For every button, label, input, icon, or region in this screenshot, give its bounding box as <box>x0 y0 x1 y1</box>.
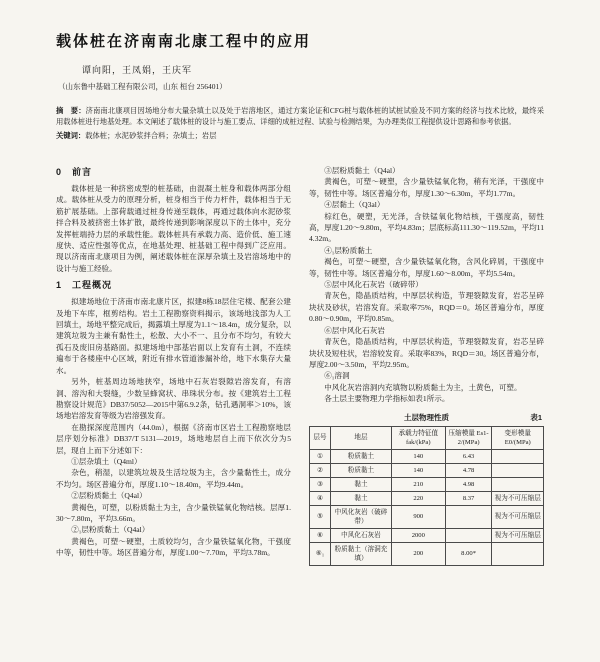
paragraph-overview-3: 在勘探深度范围内（44.0m），根据《济南市区岩土工程勘察地层层序划分标准》DB37/T 5131—2019，场地地层自上而下依次分为5层，现自上而下分述如下： <box>56 422 291 455</box>
abstract-text: 济南南北康项目因场地分布大量杂填土以及处于岩溶地区，通过方案论证和CFG桩与载体桩的试桩试验及不同方案的经济与技术比较，最终采用载体桩进行地基处理。本文阐述了载体桩的设计与施工要点、详细的成桩过程、试验与检测结果，为办理类似工程提供设计思路和参考依据。 <box>56 106 544 126</box>
table-header-row <box>310 426 544 449</box>
table-cell <box>492 542 544 565</box>
table-cell: 140 <box>391 463 445 477</box>
layer-heading-1: ①层杂填土（Q4ml） <box>71 456 142 466</box>
table-cell: 8.00* <box>445 542 492 565</box>
layer-desc-6a: 中风化灰岩溶洞内充填物以粉质黏土为主，土黄色，可塑。 <box>324 382 522 392</box>
table-cell: ③ <box>310 477 331 491</box>
table-header-cell: 地层 <box>331 426 392 449</box>
table-row <box>310 542 544 565</box>
table-cell: 粉质黏土 <box>331 449 392 463</box>
section-heading-overview: 1 工程概况 <box>56 280 113 291</box>
paper-title: 载体桩在济南南北康工程中的应用 <box>56 33 312 50</box>
table-cell: ⑥ <box>310 528 331 542</box>
table-row <box>310 477 544 491</box>
table-cell <box>445 528 492 542</box>
section-heading-preface: 0 前言 <box>56 167 93 177</box>
table-cell: 视为不可压缩层 <box>492 528 544 542</box>
table-cell: 8.37 <box>445 491 492 505</box>
right-column <box>309 165 544 566</box>
table-header-cell: 变形模量 E0/(MPa) <box>492 426 544 449</box>
table-cell: ④ <box>310 491 331 505</box>
table-cell: ② <box>310 463 331 477</box>
table-cell: 140 <box>391 449 445 463</box>
table-cell: ⑥₁ <box>310 542 331 565</box>
table-caption-text: 土层物理性质 <box>404 412 449 422</box>
table-cell: 2000 <box>391 528 445 542</box>
two-column-body <box>56 165 544 566</box>
affiliation: （山东鲁中基础工程有限公司，山东 桓台 256401） <box>58 82 227 91</box>
layer-desc-1: 杂色，稍湿，以建筑垃圾及生活垃圾为主，含少量黏性土，成分不均匀。场区普遍分布，厚度1.10～18.40m，平均9.44m。 <box>56 468 291 489</box>
layer-heading-2: ②层粉质黏土（Q4al） <box>71 491 147 501</box>
table-header-cell: 层号 <box>310 426 331 449</box>
table-cell <box>492 477 544 491</box>
layer-desc-2a: 黄褐色，可塑～硬塑，土质较均匀，含少量铁锰氧化物，干强度中等，韧性中等。场区普遍分布，厚度1.00～7.70m，平均3.78m。 <box>56 536 291 558</box>
layer-desc-4a: 褐色，可塑～硬塑，含少量铁锰氧化物，含风化碎屑，干强度中等，韧性中等。场区普遍分布，厚度1.60～8.00m，平均5.54m。 <box>309 257 544 278</box>
table-cell: 粉质黏土 <box>331 463 392 477</box>
layer-desc-6: 青灰色，隐晶质结构，中厚层状构造，节理裂隙发育，岩芯呈碎块状及短柱状，岩溶较发育。采取率83%，RQD＝30。场区普遍分布，厚度2.00～3.50m，平均2.95m。 <box>309 337 544 369</box>
abstract <box>56 105 544 127</box>
abstract-label: 摘 要： <box>56 106 86 115</box>
table-cell <box>492 463 544 477</box>
keywords-text: 载体桩；水泥砂浆拌合料；杂填土；岩层 <box>85 131 217 140</box>
authors: 谭向阳，王凤娟，王庆军 <box>82 65 193 75</box>
keywords-label: 关键词： <box>56 131 86 140</box>
layer-heading-6: ⑥层中风化石灰岩 <box>324 325 385 335</box>
table-cell: 黏土 <box>331 477 392 491</box>
table-caption-number: 表1 <box>530 412 542 422</box>
table-cell: 黏土 <box>331 491 392 505</box>
left-column <box>56 165 291 566</box>
paragraph-overview-2: 另外，桩基周边场地狭窄，场地中石灰岩裂隙岩溶发育，有溶洞、溶沟和大裂缝，少数呈蜂窝状、串珠状分布。按《建筑岩土工程勘察设计规范》DB37/5052—2015中第6.9.2条，钻孔遇洞率＞10%，该场地岩溶发育等级为岩溶强发育。 <box>56 377 291 421</box>
table-cell: 220 <box>391 491 445 505</box>
table-cell <box>492 449 544 463</box>
table-row <box>310 505 544 528</box>
table-cell: ⑤ <box>310 505 331 528</box>
table-cell: 中风化石灰岩 <box>331 528 392 542</box>
layer-heading-5: ⑤层中风化石灰岩（破碎带） <box>324 280 423 290</box>
keywords <box>56 130 544 141</box>
layer-heading-3: ③层粉质黏土（Q4al） <box>324 166 400 175</box>
table-cell: 中风化灰岩（破碎带） <box>331 505 392 528</box>
table-cell: ① <box>310 449 331 463</box>
layer-desc-2: 黄褐色，可塑，以粉质黏土为主，含少量铁锰氧化物结核。层厚1.30～7.80m，平均3.66m。 <box>56 502 291 523</box>
table-cell: 粉质黏土（溶洞充填） <box>331 542 392 565</box>
table-caption <box>309 412 544 423</box>
layer-heading-4: ④层黏土（Q3al） <box>324 200 385 210</box>
layer-desc-5: 青灰色，隐晶质结构，中厚层状构造，节理裂隙发育，岩芯呈碎块状及砂状，岩溶发育。采取率75%，RQD＝0。场区普遍分布，厚度0.80～0.90m，平均0.85m。 <box>309 291 544 324</box>
layer-heading-4a: ④₁层粉质黏土 <box>324 245 373 255</box>
paragraph-preface: 载体桩是一种挤密成型的桩基础，由混凝土桩身和载体两部分组成。载体桩从受力的原理分析，桩身相当于传力杆件，载体相当于无筋扩展基础。上部荷载通过桩身传递至载体，再通过载体向水泥砂浆拌合料及被挤密土体扩散，最终传递到影响深度以下的土体中，充分发挥桩端持力层的承载性能。载体桩具有承载力高、造价低、施工速度快、适应性强等优点，在地基处理、桩基础工程中得到广泛应用。现以济南南北康项目为例，阐述载体桩在深厚杂填土及岩溶场地中的设计与施工经验。 <box>56 184 291 273</box>
table-cell: 4.78 <box>445 463 492 477</box>
table-cell: 视为不可压缩层 <box>492 491 544 505</box>
layer-desc-4: 棕红色，硬塑，无光泽，含铁锰氧化物结核，干强度高，韧性高，厚度1.20～9.80m，平均4.83m；层底标高111.30～119.52m，平均114.32m。 <box>309 211 544 244</box>
table-header-cell: 压缩模量 Es1-2/(MPa) <box>445 426 492 449</box>
table-row <box>310 463 544 477</box>
table-note: 各土层主要物理力学指标如表1所示。 <box>324 394 450 404</box>
table-cell <box>445 505 492 528</box>
soil-properties-table <box>309 426 544 566</box>
table-cell: 210 <box>391 477 445 491</box>
layer-heading-6a: ⑥₁溶洞 <box>324 371 350 381</box>
layer-heading-2a: ②₁层粉质黏土（Q4al） <box>71 525 150 535</box>
table-row <box>310 528 544 542</box>
table-cell: 900 <box>391 505 445 528</box>
paragraph-overview-1: 拟建场地位于济南市南北康片区，拟建8栋18层住宅楼、配套公建及地下车库，框剪结构。岩土工程勘察资料揭示，该场地浅部为人工回填土，场地平整完成后，揭露填土厚度为1.1～18.4m，成分复杂，以建筑垃圾为主兼有黏性土，松散、大小不一、且分布不均匀，有较大孤石及废旧房基路面。拟建场地中部基岩面以上发育有土洞，不连续遍布于各楼座中心区域，附近有排水管道渗漏补给，地下水集存大量水。 <box>56 297 291 375</box>
table-cell: 200 <box>391 542 445 565</box>
table-cell: 视为不可压缩层 <box>492 505 544 528</box>
table-cell: 6.43 <box>445 449 492 463</box>
layer-desc-3: 黄褐色，可塑～硬塑，含少量铁锰氧化物，稍有光泽，干强度中等，韧性中等。场区普遍分布，厚度1.30～6.30m，平均1.77m。 <box>309 177 544 198</box>
table-cell: 4.98 <box>445 477 492 491</box>
table-row <box>310 491 544 505</box>
table-row <box>310 449 544 463</box>
table-header-cell: 承载力特征值 fak/(kPa) <box>391 426 445 449</box>
